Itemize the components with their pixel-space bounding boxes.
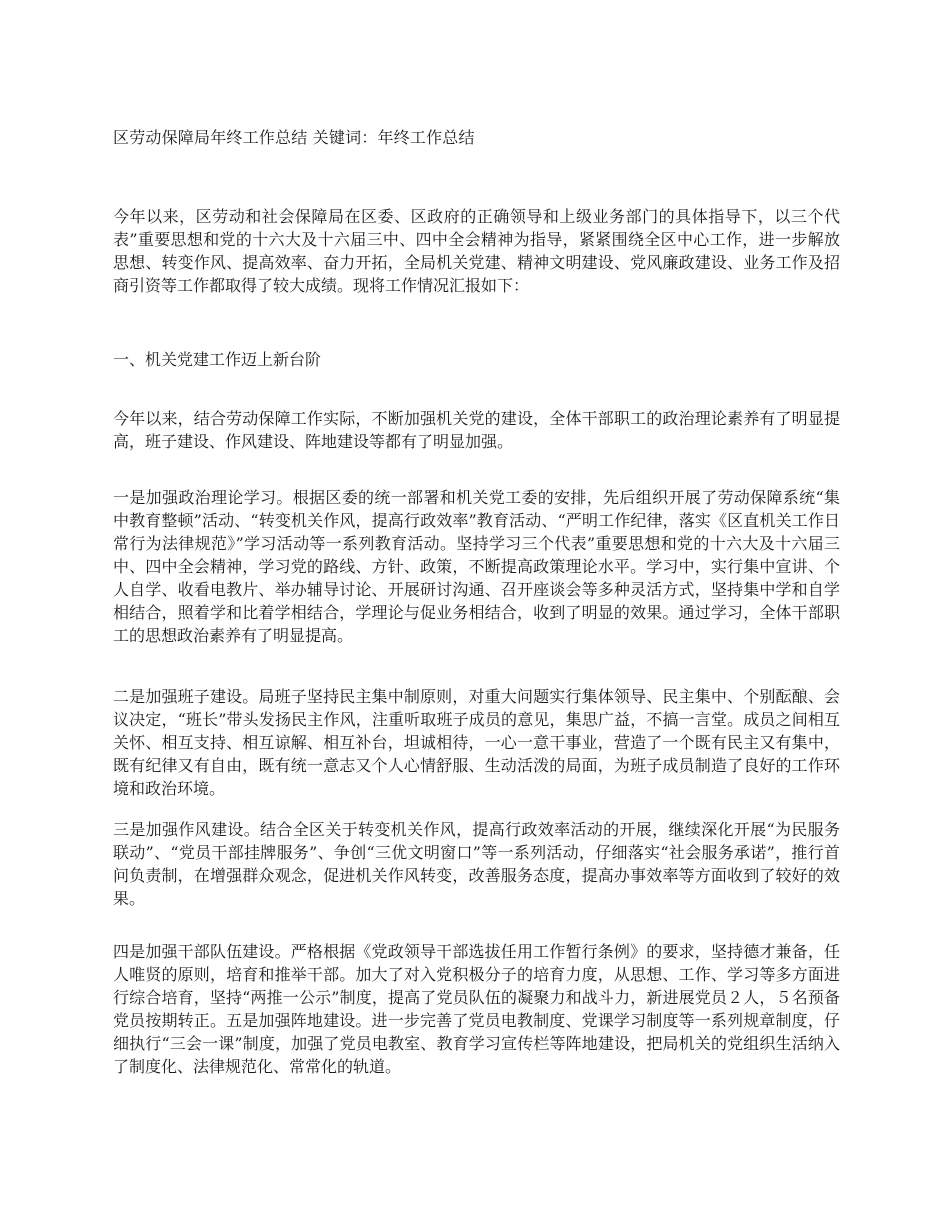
- item-leadership-paragraph: 二是加强班子建设。局班子坚持民主集中制原则，对重大问题实行集体领导、民主集中、个别酝酿、会议决定，“班长”带头发扬民主作风，注重听取班子成员的意见，集思广益，不搞一言堂。成员之间相互关怀、相互支持、相互谅解、相互补台，坦诚相待，一心一意干事业，营造了一个既有民主又有集中，既有纪律又有自由，既有统一意志又个人心情舒服、生动活泼的局面，为班子成员制造了良好的工作环境和政治环境。: [113, 687, 840, 798]
- item-political-study-paragraph: 一是加强政治理论学习。根据区委的统一部署和机关党工委的安排，先后组织开展了劳动保障系统“集中教育整顿”活动、“转变机关作风，提高行政效率”教育活动、“严明工作纪律，落实《区直机关工作日常行为法律规范》”学习活动等一系列教育活动。坚持学习三个代表”重要思想和党的十六大及十六届三中、四中全会精神，学习党的路线、方针、政策，不断提高政策理论水平。学习中，实行集中宣讲、个人自学、收看电教片、举办辅导讨论、开展研讨沟通、召开座谈会等多种灵活方式，坚持集中学和自学相结合，照着学和比着学相结合，学理论与促业务相结合，收到了明显的效果。通过学习，全体干部职工的思想政治素养有了明显提高。: [113, 488, 840, 645]
- section-heading: 一、机关党建工作迈上新台阶: [113, 350, 322, 369]
- document-title: 区劳动保障局年终工作总结 关键词：年终工作总结: [113, 128, 475, 147]
- section-intro-paragraph: 今年以来，结合劳动保障工作实际，不断加强机关党的建设，全体干部职工的政治理论素养有了明显提高，班子建设、作风建设、阵地建设等都有了明显加强。: [113, 409, 840, 451]
- item-work-style-paragraph: 三是加强作风建设。结合全区关于转变机关作风，提高行政效率活动的开展，继续深化开展“为民服务联动”、“党员干部挂牌服务”、争创“三优文明窗口”等一系列活动，仔细落实“社会服务承诺”，推行首问负责制，在增强群众观念，促进机关作风转变，改善服务态度，提高办事效率等方面收到了较好的效果。: [113, 820, 840, 908]
- item-cadre-team-paragraph: 四是加强干部队伍建设。严格根据《党政领导干部选拔任用工作暂行条例》的要求，坚持德才兼备，任人唯贤的原则，培育和推举干部。加大了对入党积极分子的培育力度，从思想、工作、学习等多方面进行综合培育，坚持“两推一公示”制度，提高了党员队伍的凝聚力和战斗力，新进展党员２人，５名预备党员按期转正。五是加强阵地建设。进一步完善了党员电教制度、党课学习制度等一系列规章制度，仔细执行“三会一课”制度，加强了党员电教室、教育学习宣传栏等阵地建设，把局机关的党组织生活纳入了制度化、法律规范化、常常化的轨道。: [113, 942, 840, 1076]
- intro-paragraph: 今年以来，区劳动和社会保障局在区委、区政府的正确领导和上级业务部门的具体指导下，以三个代表”重要思想和党的十六大及十六届三中、四中全会精神为指导，紧紧围绕全区中心工作，进一步解放思想、转变作风、提高效率、奋力开拓，全局机关党建、精神文明建设、党风廉政建设、业务工作及招商引资等工作都取得了较大成绩。现将工作情况汇报如下：: [113, 207, 840, 295]
